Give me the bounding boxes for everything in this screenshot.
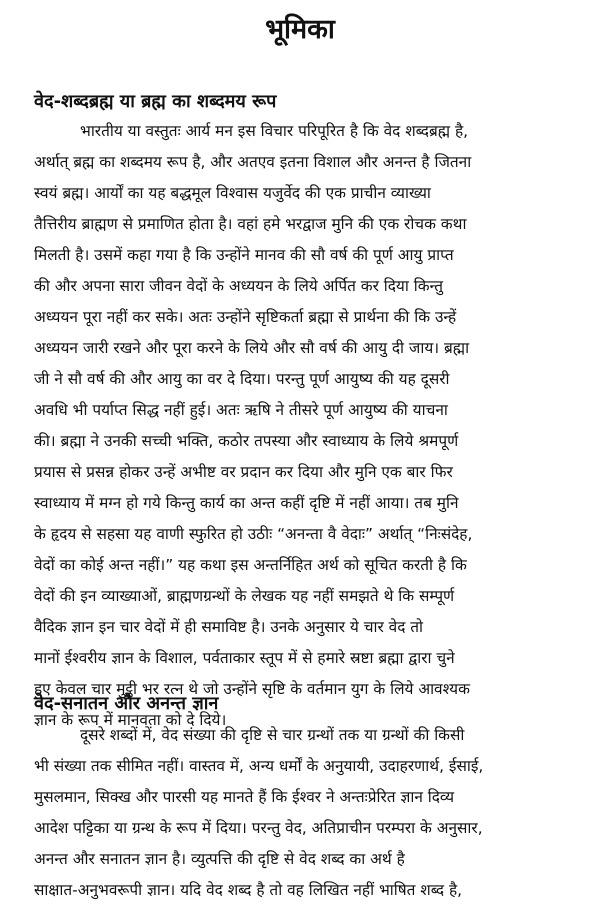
text-line: स्वयं ब्रह्म। आर्यों का यह बद्धमूल विश्वास यजुर्वेद की एक प्राचीन व्याख्या [34,184,431,202]
text-line: मुसलमान, सिक्ख और पारसी यह मानते हैं कि ईश्वर ने अन्तःप्रेरित ज्ञान दिव्य [34,788,455,806]
text-line: भारतीय या वस्तुतः आर्य मन इस विचार परिपूरित है कि वेद शब्दब्रह्म है, [80,122,469,140]
text-line: प्रयास से प्रसन्न होकर उन्हें अभीष्ट वर प्रदान कर दिया और मुनि एक बार फिर [34,463,453,481]
text-line: ज्ञान के रूप में मानवता को दे दिये। [34,711,227,729]
text-line: जी ने सौ वर्ष की और आयु का वर दे दिया। परन्तु पूर्ण आयुष्य की यह दूसरी [34,370,450,388]
section-heading-veda-shabdabrahma: वेद-शब्दब्रह्म या ब्रह्म का शब्दमय रूप [34,91,277,112]
text-line: वेदों की इन व्याख्याओं, ब्राह्मणग्रन्थों के लेखक यह नहीं समझते थे कि सम्पूर्ण [34,587,455,605]
text-line: की और अपना सारा जीवन वेदों के अध्ययन के लिये अर्पित कर दिया किन्तु [34,277,444,295]
text-line: मिलती है। उसमें कहा गया है कि उन्होंने मानव की सौ वर्ष की पूर्ण आयु प्राप्त [34,246,454,264]
text-line: साक्षात-अनुभवरूपी ज्ञान। यदि वेद शब्द है तो वह लिखित नहीं भाषित शब्द है, [34,881,463,899]
text-line: के हृदय से सहसा यह वाणी स्फुरित हो उठीः “अनन्ता वै वेदाः” अर्थात् “निःसंदेह, [34,525,473,543]
text-line: की। ब्रह्मा ने उनकी सच्ची भक्ति, कठोर तपस्या और स्वाध्याय के लिये श्रमपूर्ण [34,432,459,450]
paragraph-veda-shabdabrahma [34,116,574,736]
text-line: अर्थात् ब्रह्म का शब्दमय रूप है, और अतएव इतना विशाल और अनन्त है जितना [34,153,472,171]
text-line: दूसरे शब्दों में, वेद संख्या की दृष्टि से चार ग्रन्थों तक या ग्रन्थों की किसी [80,726,465,744]
text-line: अवधि भी पर्याप्त सिद्ध नहीं हुई। अतः ऋषि ने तीसरे पूर्ण आयुष्य की याचना [34,401,448,419]
text-line: हुए केवल चार मुट्ठी भर रत्न थे जो उन्होंने सृष्टि के वर्तमान युग के लिये आवश्यक [34,680,470,698]
text-line: वैदिक ज्ञान इन चार वेदों में ही समाविष्ट है। उनके अनुसार ये चार वेद तो [34,618,424,636]
text-line: आदेश पट्टिका या ग्रन्थ के रूप में दिया। परन्तु वेद, अतिप्राचीन परम्परा के अनुसार, [34,819,483,837]
text-line: अध्ययन पूरा नहीं कर सके। अतः उन्होंने सृष्टिकर्ता ब्रह्मा से प्रार्थना की कि उन्हें [34,308,457,326]
paragraph-veda-sanatan [34,720,574,906]
text-line: तैत्तिरीय ब्राह्मण से प्रमाणित होता है। वहां हमे भरद्वाज मुनि की एक रोचक कथा [34,215,467,233]
text-line: अनन्त और सनातन ज्ञान है। व्युत्पत्ति की दृष्टि से वेद शब्द का अर्थ है [34,850,405,868]
page-title: भूमिका [265,14,335,45]
text-line: मानों ईश्वरीय ज्ञान के विशाल, पर्वताकार स्तूप में से हमारे स्रष्टा ब्रह्मा द्वारा चुने [34,649,455,667]
text-line: भी संख्या तक सीमित नहीं। वास्तव में, अन्य धर्मों के अनुयायी, उदाहरणार्थ, ईसाई, [34,757,484,775]
text-line: स्वाध्याय में मग्न हो गये किन्तु कार्य का अन्त कहीं दृष्टि में नहीं आया। तब मुनि [34,494,459,512]
section-heading-veda-sanatan: वेद-सनातन और अनन्त ज्ञान [34,693,219,714]
text-line: अध्ययन जारी रखने और पूरा करने के लिये और सौ वर्ष की आयु दी जाय। ब्रह्मा [34,339,470,357]
text-line: वेदों का कोई अन्त नहीं।” यह कथा इस अन्तर्निहित अर्थ को सूचित करती है कि [34,556,467,574]
